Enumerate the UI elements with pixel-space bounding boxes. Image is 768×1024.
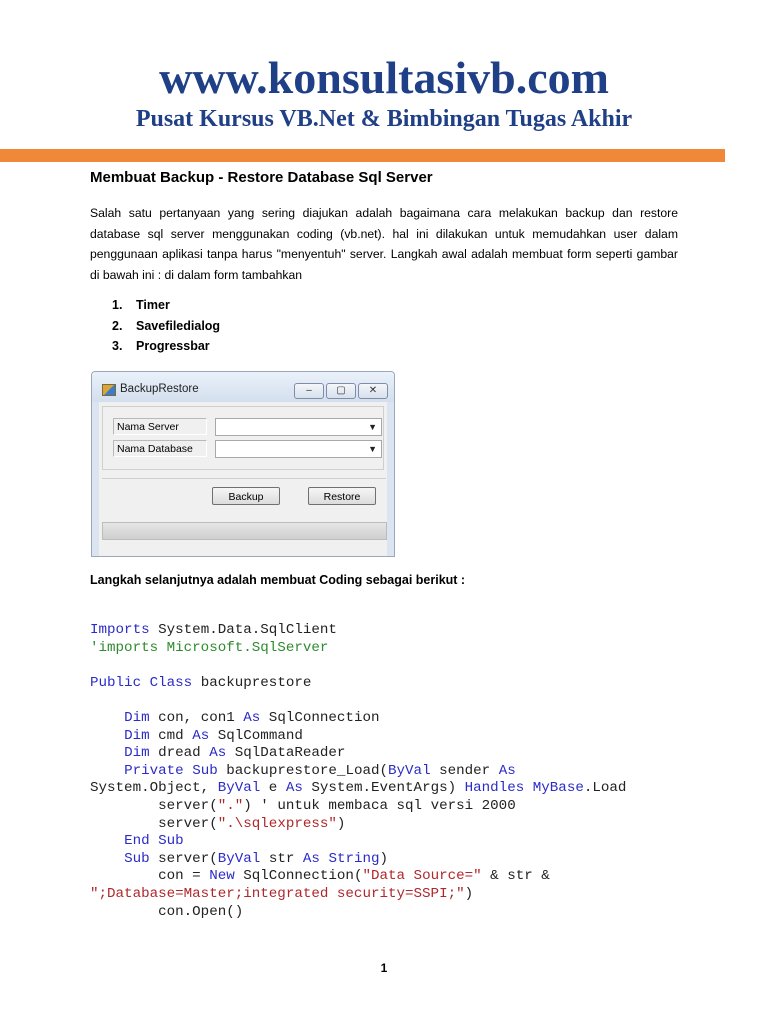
maximize-icon[interactable]: ▢ <box>326 383 356 399</box>
code-line <box>90 886 473 902</box>
code-line <box>90 763 516 779</box>
code-token: As <box>285 780 303 797</box>
code-token: dread <box>149 745 210 762</box>
code-token: ) ' untuk membaca sql versi 2000 <box>243 797 516 814</box>
database-combobox[interactable] <box>215 440 382 458</box>
code-token: SqlCommand <box>209 727 303 744</box>
code-token: End Sub <box>124 833 184 850</box>
code-token: backuprestore <box>192 674 312 691</box>
code-line <box>90 745 345 761</box>
code-token: 'imports Microsoft.SqlServer <box>90 639 329 656</box>
code-token: Dim <box>124 727 150 744</box>
code-token: System.Object, <box>90 780 218 797</box>
header-divider <box>0 149 725 162</box>
site-subtitle: Pusat Kursus VB.Net & Bimbingan Tugas Akhir <box>135 106 633 132</box>
site-title: www.konsultasivb.com <box>159 52 609 103</box>
code-token: cmd <box>149 727 193 744</box>
code-token: "." <box>217 797 244 814</box>
database-label: Nama Database <box>113 440 207 457</box>
code-token <box>524 780 533 796</box>
page-number: 1 <box>380 961 388 975</box>
code-token: sender <box>430 762 499 779</box>
code-token <box>141 675 150 691</box>
close-icon[interactable]: ✕ <box>358 383 388 399</box>
list-number: 1. <box>112 298 123 312</box>
code-token: e <box>260 780 286 797</box>
code-token <box>90 745 124 761</box>
code-token: As <box>302 850 320 867</box>
code-line <box>90 622 337 638</box>
code-token <box>90 851 124 867</box>
code-line <box>90 780 626 796</box>
code-line <box>90 851 388 867</box>
code-token: As <box>243 709 261 726</box>
code-token: As <box>498 762 516 779</box>
code-token: server( <box>149 850 218 867</box>
code-token: backuprestore_Load( <box>217 762 389 779</box>
code-token: Public <box>90 674 142 691</box>
intro-paragraph: Salah satu pertanyaan yang sering diajukan adalah bagaimana cara melakukan backup dan restore database sql server menggunakan coding (vb.net). hal ini dilakukan untuk memudahkan user dalam penggunaan aplikasi tanpa harus "menyentuh" server. Langkah awal adalah membuat form seperti gambar di bawah ini : di dalam form tambahkan <box>90 206 678 282</box>
code-token: Private <box>124 762 184 779</box>
code-token: & str & <box>481 868 550 885</box>
list-text: Timer <box>136 298 170 312</box>
code-token: Sub <box>124 850 150 867</box>
code-token: SqlConnection <box>260 709 380 726</box>
code-line <box>90 798 516 814</box>
code-token: As <box>192 727 210 744</box>
connection-group <box>102 406 384 470</box>
code-token: ";Database=Master;integrated security=SSPI;" <box>90 885 465 902</box>
code-line <box>90 868 550 884</box>
window-title: BackupRestore <box>120 383 199 395</box>
code-token: ) <box>336 815 346 832</box>
code-token: ByVal <box>388 762 431 779</box>
minimize-icon[interactable]: ‒ <box>294 383 324 399</box>
article-title: Membuat Backup - Restore Database Sql Server <box>90 169 433 186</box>
window-client-area <box>99 402 387 556</box>
code-token: .Load <box>583 780 627 797</box>
code-token: New <box>209 868 235 885</box>
code-line <box>90 833 184 849</box>
code-token: As <box>209 745 227 762</box>
next-step-text: Langkah selanjutnya adalah membuat Coding sebagai berikut : <box>90 573 466 587</box>
server-label: Nama Server <box>113 418 207 435</box>
code-token: Sub <box>192 762 218 779</box>
window-titlebar <box>92 372 394 402</box>
code-token: SqlConnection( <box>234 868 363 885</box>
dropdown-arrow-icon[interactable]: ▼ <box>368 444 377 454</box>
app-icon <box>102 384 116 396</box>
code-token: String <box>328 850 380 867</box>
code-token: SqlDataReader <box>226 745 346 762</box>
list-text: Progressbar <box>136 339 210 353</box>
code-token: Handles <box>464 780 525 797</box>
code-line <box>90 728 303 744</box>
code-token: Imports <box>90 622 150 638</box>
code-token: "Data Source=" <box>362 868 482 885</box>
dropdown-arrow-icon[interactable]: ▼ <box>368 422 377 432</box>
progress-bar <box>102 522 387 540</box>
code-token: ByVal <box>217 850 261 867</box>
code-token <box>90 763 124 779</box>
code-line <box>90 904 243 920</box>
restore-button[interactable]: Restore <box>308 487 376 505</box>
code-line <box>90 675 311 691</box>
backup-button[interactable]: Backup <box>212 487 280 505</box>
code-token: ) <box>379 850 389 867</box>
form-window-screenshot <box>91 371 395 557</box>
code-token <box>90 833 124 849</box>
code-token: Dim <box>124 709 150 726</box>
code-token: System.EventArgs) <box>302 780 465 797</box>
code-block <box>90 622 626 921</box>
list-number: 3. <box>112 339 123 353</box>
component-list <box>112 295 220 357</box>
code-token: ByVal <box>217 780 261 797</box>
code-token: Class <box>149 674 193 691</box>
server-combobox[interactable] <box>215 418 382 436</box>
code-token <box>184 763 193 779</box>
list-text: Savefiledialog <box>136 318 221 333</box>
code-token: con = <box>90 868 210 885</box>
code-token: server( <box>90 797 218 814</box>
code-token <box>90 728 124 744</box>
list-item <box>112 336 220 357</box>
code-token: System.Data.SqlClient <box>149 622 337 638</box>
list-item <box>112 295 220 316</box>
code-line <box>90 816 345 832</box>
code-token: str <box>260 850 303 867</box>
code-token: con, con1 <box>149 709 244 726</box>
code-token: ) <box>464 885 474 902</box>
code-line <box>90 640 328 656</box>
code-token: Dim <box>124 745 150 762</box>
code-token: server( <box>90 815 218 832</box>
code-token: MyBase <box>532 780 584 797</box>
code-line <box>90 710 380 726</box>
list-number: 2. <box>112 318 123 333</box>
list-item <box>112 316 220 337</box>
code-token: con.Open() <box>90 903 244 920</box>
code-token: ".\sqlexpress" <box>217 815 337 832</box>
code-token <box>90 710 124 726</box>
